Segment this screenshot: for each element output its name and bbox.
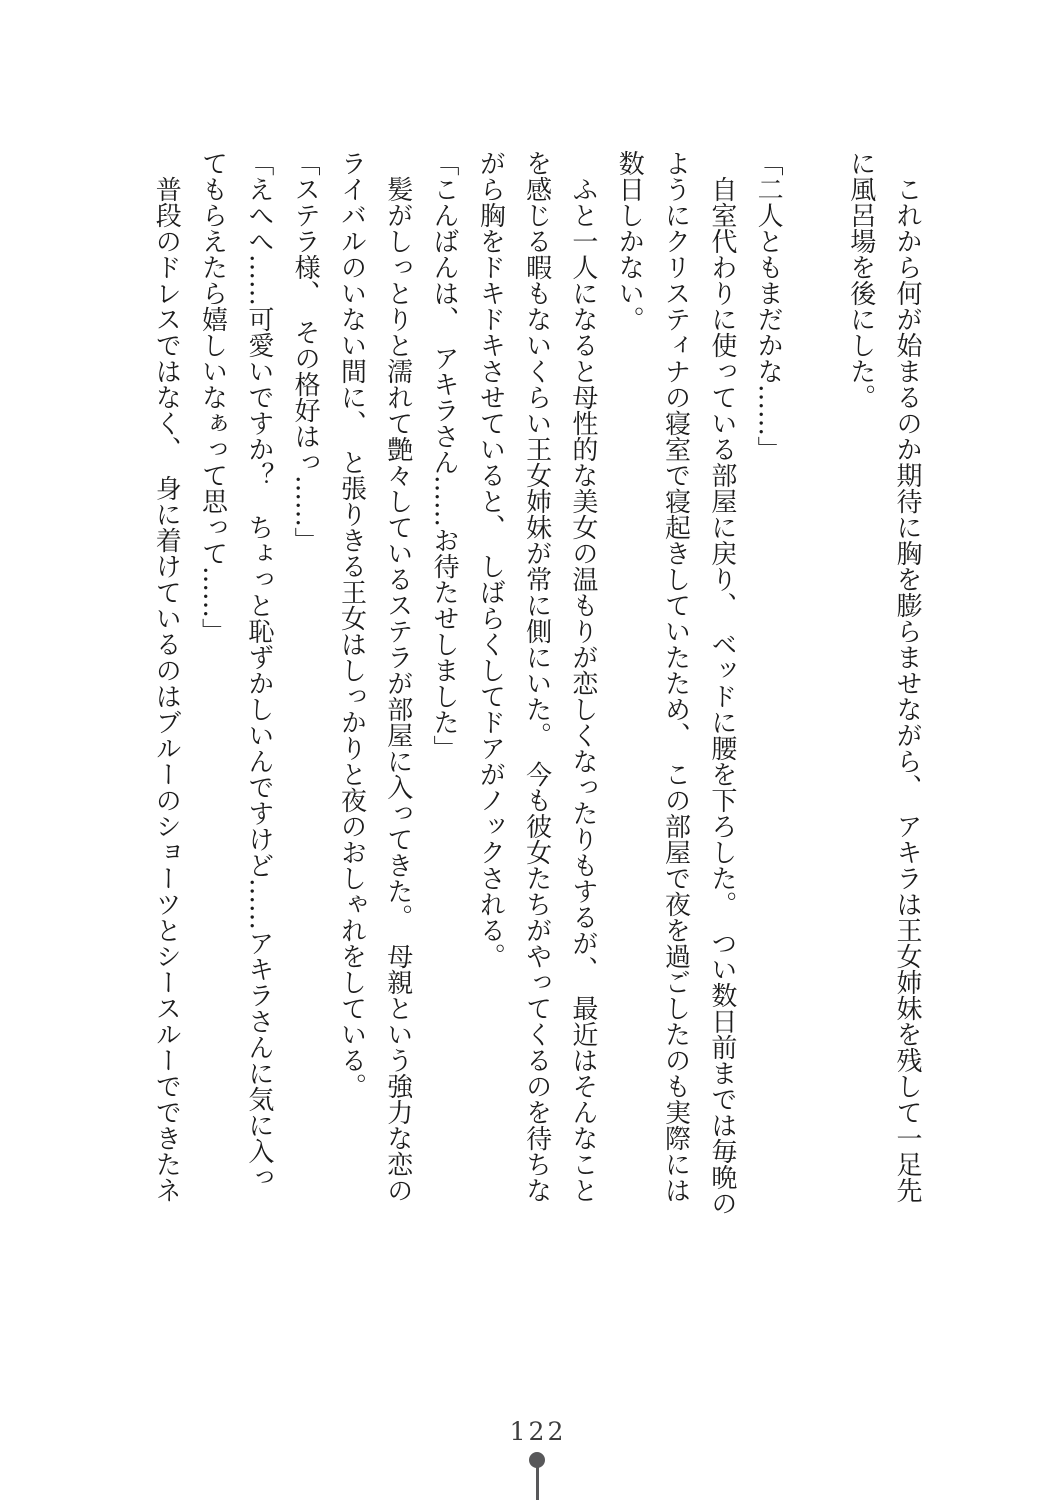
body-text	[143, 150, 930, 1250]
text-line: ようにクリスティナの寝室で寝起きしていたため、 この部屋で夜を過ごしたのも実際には	[660, 150, 691, 1203]
text-line: ふと一人になると母性的な美女の温もりが恋しくなったりもするが、 最近はそんなこと	[567, 176, 598, 1203]
text-line: に風呂場を後にした。	[845, 150, 876, 410]
text-line: がら胸をドキドキさせていると、 しばらくしてドアがノックされる。	[475, 150, 506, 969]
text-line: 「えへへ……可愛いですか？ ちょっと恥ずかしいんですけど……アキラさんに気に入っ	[243, 150, 274, 1190]
footer-line-ornament	[536, 1464, 539, 1500]
text-line: てもらえたら嬉しいなぁって思って……」	[197, 150, 228, 644]
text-line: 数日しかない。	[614, 150, 645, 332]
text-line: 「こんばんは、 アキラさん……お待たせしました」	[429, 150, 460, 761]
text-line: 髪がしっとりと濡れて艶々しているステラが部屋に入ってきた。 母親という強力な恋の	[382, 176, 413, 1203]
text-line: 「ステラ様、 その格好はっ……」	[290, 150, 321, 553]
text-line: これから何が始まるのか期待に胸を膨らませながら、 アキラは王女姉妹を残して一足先	[892, 176, 922, 1203]
text-line: 普段のドレスではなく、 身に着けているのはブルーのショーツとシースルーでできたネ	[151, 176, 182, 1203]
text-line	[791, 150, 837, 1250]
text-line: 「二人ともまだかな……」	[753, 150, 784, 462]
text-line: 自室代わりに使っている部屋に戻り、 ベッドに腰を下ろした。 つい数日前までは毎晩の	[706, 176, 737, 1216]
text-line: を感じる暇もないくらい王女姉妹が常に側にいた。 今も彼女たちがやってくるのを待ちな	[521, 150, 552, 1203]
text-line: ライバルのいない間に、 と張りきる王女はしっかりと夜のおしゃれをしている。	[336, 150, 367, 1099]
page-number: 122	[509, 1417, 567, 1446]
